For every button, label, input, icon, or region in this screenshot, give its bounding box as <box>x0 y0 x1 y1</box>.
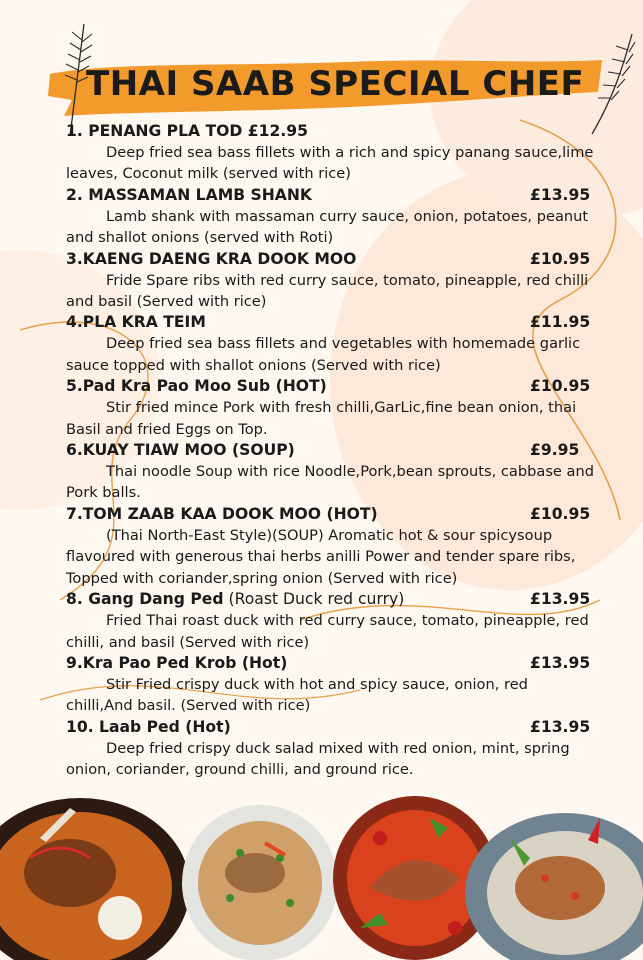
menu-item <box>66 440 596 504</box>
menu-item <box>66 249 596 313</box>
dish-name: 2. MASSAMAN LAMB SHANK <box>66 185 313 204</box>
menu-item <box>66 185 596 249</box>
dish-name: 6.KUAY TIAW MOO (SOUP) <box>66 441 295 460</box>
dish-description: Stir fried mince Pork with fresh chilli,GarLic,fine bean onion, thai Basil and fried Eggs on Top. <box>66 399 577 438</box>
dish-note: (Roast Duck red curry) <box>223 590 405 609</box>
dish-name: 10. Laab Ped (Hot) <box>66 717 231 736</box>
dish-description: Stir Fried crispy duck with hot and spicy sauce, onion, red chilli,And basil. (Served with rice) <box>66 675 528 715</box>
page-title: THAI SAAB SPECIAL CHEF <box>86 64 585 104</box>
dish-description: Deep fried crispy duck salad mixed with red onion, mint, spring onion, coriander, ground chilli, and ground rice. <box>66 739 570 779</box>
dish-name: 9.Kra Pao Ped Krob (Hot) <box>66 653 288 672</box>
dish-price: £13.95 <box>530 185 591 204</box>
dish-name: 4.PLA KRA TEIM <box>66 313 206 332</box>
food-photo-strip <box>0 778 643 960</box>
menu-item <box>66 121 596 185</box>
dish-description: Lamb shank with massaman curry sauce, onion, potatoes, peanut and shallot onions (served with Roti) <box>66 207 589 247</box>
menu-list <box>66 121 596 781</box>
lamb-shank-curry-plate <box>0 798 190 960</box>
dish-price: £9.95 <box>530 441 580 460</box>
menu-item <box>66 376 596 440</box>
dish-name: 1. PENANG PLA TOD £12.95 <box>66 122 308 140</box>
dish-price: £10.95 <box>530 504 591 523</box>
menu-item <box>66 504 596 589</box>
dish-price: £13.95 <box>530 590 591 609</box>
dish-price: £10.95 <box>530 249 591 268</box>
pork-noodle-soup-bowl <box>182 805 338 960</box>
dish-description: (Thai North-East Style)(SOUP) Aromatic hot & sour spicysoup flavoured with generous thai herbs anilli Power and tender spare ribs, Topped with coriander,spring onion (Served with rice) <box>66 526 576 587</box>
duck-laab-salad-plate <box>465 813 643 960</box>
dish-price: £13.95 <box>530 653 591 672</box>
dish-price: £13.95 <box>530 717 591 736</box>
menu-item <box>66 653 596 717</box>
title-banner <box>46 52 606 118</box>
menu-item <box>66 589 596 653</box>
dish-price: £11.95 <box>530 313 591 332</box>
dish-price: £10.95 <box>530 377 591 396</box>
dish-name: 8. Gang Dang Ped (Roast Duck red curry) <box>66 590 405 609</box>
menu-item <box>66 717 596 781</box>
dish-description: Deep fried sea bass fillets and vegetables with homemade garlic sauce topped with shallot onions (Served with rice) <box>66 335 581 374</box>
dish-description: Fride Spare ribs with red curry sauce, tomato, pineapple, red chilli and basil (Served with rice) <box>66 271 589 311</box>
dish-description: Deep fried sea bass fillets with a rich and spicy panang sauce,lime leaves, Coconut milk (served with rice) <box>66 144 594 183</box>
dish-name: 7.TOM ZAAB KAA DOOK MOO (HOT) <box>66 504 378 523</box>
dish-name: 5.Pad Kra Pao Moo Sub (HOT) <box>66 377 327 396</box>
dish-description: Thai noodle Soup with rice Noodle,Pork,bean sprouts, cabbase and Pork balls. <box>66 463 595 502</box>
menu-item <box>66 312 596 376</box>
dish-description: Fried Thai roast duck with red curry sauce, tomato, pineapple, red chilli, and basil (Served with rice) <box>66 612 589 651</box>
dish-name: 3.KAENG DAENG KRA DOOK MOO <box>66 249 357 268</box>
